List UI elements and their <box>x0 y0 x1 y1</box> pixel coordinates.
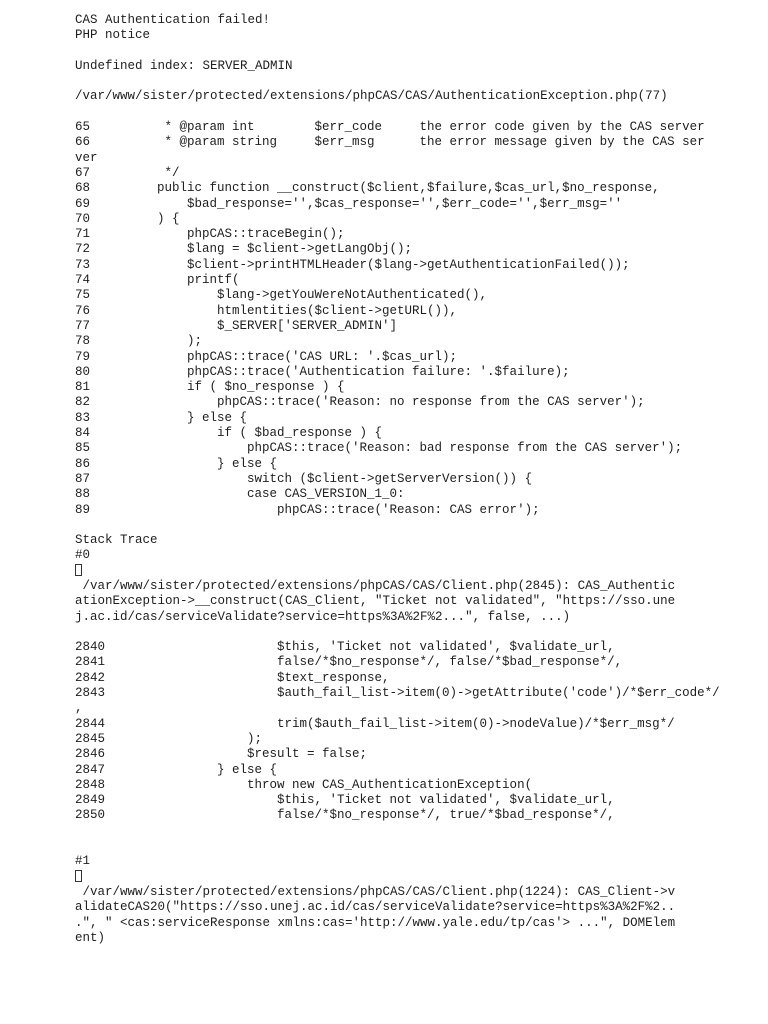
code-line <box>75 686 720 701</box>
stack-frame-call: ent) <box>75 930 106 945</box>
line-number: 2844 <box>75 716 106 731</box>
missing-glyph-icon <box>75 870 675 885</box>
code-line <box>75 304 675 319</box>
code-line <box>75 319 675 334</box>
line-code: $lang->getYouWereNotAuthenticated(), <box>127 288 488 303</box>
line-number: 88 <box>75 487 91 502</box>
line-code: , <box>75 701 83 716</box>
error-message: Undefined index: SERVER_ADMIN <box>75 58 293 73</box>
spacer <box>75 824 675 839</box>
line-number: 78 <box>75 334 91 349</box>
line-number: 70 <box>75 211 91 226</box>
code-line <box>75 273 675 288</box>
code-line <box>75 778 675 793</box>
line-number: 80 <box>75 364 91 379</box>
line-number: 89 <box>75 502 91 517</box>
code-line <box>75 808 675 823</box>
stack-frame-call: /var/www/sister/protected/extensions/phpCAS/CAS/Client.php(1224): CAS_Client->v <box>75 884 676 899</box>
line-code: $lang = $client->getLangObj(); <box>127 242 413 257</box>
code-line <box>75 350 675 365</box>
line-code: switch ($client->getServerVersion()) { <box>127 471 533 486</box>
spacer <box>75 839 675 854</box>
line-code: phpCAS::trace('CAS URL: '.$cas_url); <box>127 349 458 364</box>
code-line <box>75 212 675 227</box>
line-number: 2848 <box>75 777 106 792</box>
code-line <box>75 793 675 808</box>
code-line <box>75 457 675 472</box>
line-code: case CAS_VERSION_1_0: <box>127 487 405 502</box>
stack-frame-index: #0 <box>75 548 91 563</box>
line-number: 2847 <box>75 762 106 777</box>
line-number: 84 <box>75 426 91 441</box>
code-line <box>75 181 675 196</box>
line-code: } else { <box>127 410 248 425</box>
line-number: 2842 <box>75 670 106 685</box>
code-line <box>75 120 705 135</box>
code-line <box>75 655 675 670</box>
line-code: throw new CAS_AuthenticationException( <box>127 777 533 792</box>
line-code: */ <box>127 165 180 180</box>
line-code: trim($auth_fail_list->item(0)->nodeValue)/*$err_msg*/ <box>127 716 675 731</box>
line-number: 86 <box>75 456 91 471</box>
code-line <box>75 380 675 395</box>
code-line <box>75 503 675 518</box>
line-code: $_SERVER['SERVER_ADMIN'] <box>127 318 398 333</box>
code-line <box>75 227 675 242</box>
line-code: $bad_response='',$cas_response='',$err_code='',$err_msg='' <box>127 196 623 211</box>
spacer <box>75 518 675 533</box>
line-code: * @param int $err_code the error code given by the CAS server <box>127 120 705 135</box>
missing-glyph-icon <box>75 564 675 579</box>
line-number: 76 <box>75 303 91 318</box>
line-code: if ( $bad_response ) { <box>127 426 383 441</box>
line-code: * @param string $err_msg the error message given by the CAS ser <box>127 135 705 150</box>
code-line <box>75 365 675 380</box>
line-number: 69 <box>75 196 91 211</box>
line-code: phpCAS::trace('Reason: bad response from the CAS server'); <box>127 441 683 456</box>
line-code: } else { <box>127 456 278 471</box>
line-code: $text_response, <box>127 670 390 685</box>
stack-frame-index: #1 <box>75 854 91 869</box>
code-line <box>75 671 675 686</box>
code-line <box>75 242 675 257</box>
line-code: $this, 'Ticket not validated', $validate_url, <box>127 793 615 808</box>
line-number: 2840 <box>75 640 106 655</box>
spacer <box>75 74 675 89</box>
line-code: } else { <box>127 762 278 777</box>
error-type: PHP notice <box>75 28 151 43</box>
line-code: ) { <box>127 211 180 226</box>
stack-frame-source <box>75 640 720 824</box>
line-code: if ( $no_response ) { <box>127 380 345 395</box>
code-line <box>75 334 675 349</box>
line-number: 67 <box>75 165 91 180</box>
code-line <box>75 426 675 441</box>
stack-frame-call: .", " <cas:serviceResponse xmlns:cas='http://www.yale.edu/tp/cas'> ...", DOMElem <box>75 915 676 930</box>
line-code: $result = false; <box>127 747 368 762</box>
code-line <box>75 763 675 778</box>
line-code: printf( <box>127 273 240 288</box>
line-number: 2849 <box>75 793 106 808</box>
code-line <box>75 717 675 732</box>
line-code: public function __construct($client,$failure,$cas_url,$no_response, <box>127 181 660 196</box>
code-line <box>75 411 675 426</box>
line-code: $client->printHTMLHeader($lang->getAuthenticationFailed()); <box>127 257 630 272</box>
line-number: 82 <box>75 395 91 410</box>
stack-frame-call: j.ac.id/cas/serviceValidate?service=https%3A%2F%2...", false, ...) <box>75 609 571 624</box>
code-line <box>75 487 675 502</box>
code-line <box>75 135 705 150</box>
line-number: 72 <box>75 242 91 257</box>
line-number: 85 <box>75 441 91 456</box>
line-code: htmlentities($client->getURL()), <box>127 303 458 318</box>
stack-frame-call: alidateCAS20("https://sso.unej.ac.id/cas/serviceValidate?service=https%3A%2F%2.. <box>75 900 676 915</box>
line-number: 2841 <box>75 655 106 670</box>
code-line <box>75 472 675 487</box>
spacer <box>75 44 675 59</box>
stack-trace <box>75 548 720 946</box>
line-code: phpCAS::trace('Reason: CAS error'); <box>127 502 540 517</box>
line-code: ); <box>127 334 203 349</box>
line-number: 81 <box>75 380 91 395</box>
line-code: false/*$no_response*/, false/*$bad_response*/, <box>127 655 623 670</box>
stack-frame-call: ationException->__construct(CAS_Client, "Ticket not validated", "https://sso.une <box>75 594 676 609</box>
source-excerpt <box>75 120 705 518</box>
code-line <box>75 166 675 181</box>
line-number: 68 <box>75 181 91 196</box>
code-line-wrap <box>75 151 675 166</box>
code-line <box>75 197 675 212</box>
page-title: CAS Authentication failed! <box>75 13 271 27</box>
stack-frame <box>75 854 675 946</box>
line-number: 77 <box>75 318 91 333</box>
line-number: 73 <box>75 257 91 272</box>
code-line <box>75 395 675 410</box>
line-number: 2850 <box>75 808 106 823</box>
line-number: 2845 <box>75 731 106 746</box>
line-number: 87 <box>75 471 91 486</box>
line-code: $auth_fail_list->item(0)->getAttribute('code')/*$err_code*/ <box>127 686 720 701</box>
line-number: 74 <box>75 273 91 288</box>
line-number: 83 <box>75 410 91 425</box>
line-number: 65 <box>75 120 91 135</box>
line-code: phpCAS::trace('Reason: no response from the CAS server'); <box>127 395 645 410</box>
code-line <box>75 747 675 762</box>
line-number: 66 <box>75 135 91 150</box>
stack-frame-call: /var/www/sister/protected/extensions/phpCAS/CAS/Client.php(2845): CAS_Authentic <box>75 578 676 593</box>
line-code: phpCAS::trace('Authentication failure: '.$failure); <box>127 364 570 379</box>
stack-trace-heading: Stack Trace <box>75 533 158 548</box>
line-code: ); <box>127 731 263 746</box>
code-line-wrap <box>75 701 675 716</box>
line-code: phpCAS::traceBegin(); <box>127 227 345 242</box>
line-code: ver <box>75 150 98 165</box>
code-line <box>75 732 675 747</box>
spacer <box>75 625 675 640</box>
stack-frame <box>75 548 720 854</box>
code-line <box>75 441 683 456</box>
line-number: 2846 <box>75 747 106 762</box>
line-number: 79 <box>75 349 91 364</box>
code-line <box>75 640 675 655</box>
line-code: $this, 'Ticket not validated', $validate_url, <box>127 640 615 655</box>
line-number: 2843 <box>75 686 106 701</box>
line-number: 71 <box>75 227 91 242</box>
error-page <box>75 13 720 946</box>
line-number: 75 <box>75 288 91 303</box>
code-line <box>75 288 675 303</box>
line-code: false/*$no_response*/, true/*$bad_response*/, <box>127 808 615 823</box>
error-location: /var/www/sister/protected/extensions/phpCAS/CAS/AuthenticationException.php(77) <box>75 89 668 104</box>
code-line <box>75 258 675 273</box>
spacer <box>75 105 675 120</box>
